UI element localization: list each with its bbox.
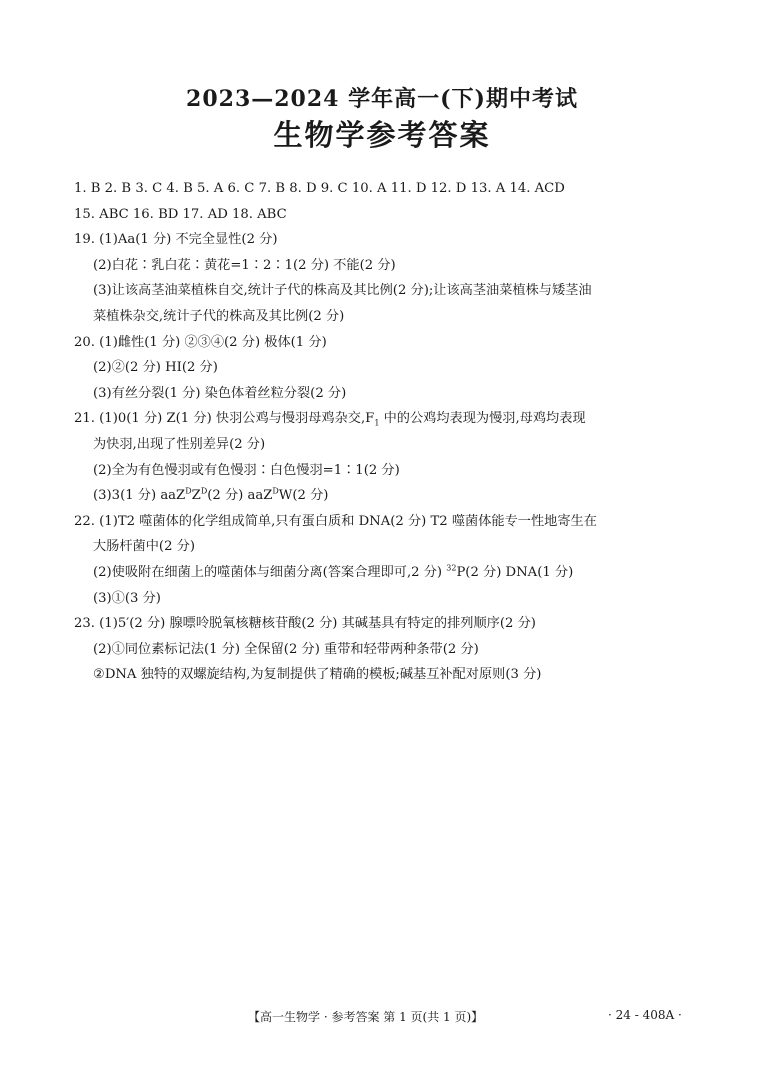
q21-3-text-3: (2 分) aaZ <box>207 488 273 504</box>
q22-part2 <box>74 560 714 586</box>
footer-page-info: 【高一生物学 · 参考答案 第 1 页(共 1 页)】 <box>248 1010 484 1024</box>
q21-subscript: 1 <box>374 418 380 428</box>
q21-part1-line1 <box>74 406 714 432</box>
q21-part2: (2)全为有色慢羽或有色慢羽∶白色慢羽=1∶1(2 分) <box>93 462 400 478</box>
q19-part1: 19. (1)Aa(1 分) 不完全显性(2 分) <box>74 232 278 248</box>
q22-part1-line1: 22. (1)T2 噬菌体的化学组成简单,只有蛋白质和 DNA(2 分) T2 噬菌体能专一性地寄生在 <box>74 513 597 529</box>
q23-part3: ②DNA 独特的双螺旋结构,为复制提供了精确的模板;碱基互补配对原则(3 分) <box>93 667 542 683</box>
q20-part1: 20. (1)雌性(1 分) ②③④(2 分) 极体(1 分) <box>74 334 327 350</box>
q20-part2: (2)②(2 分) HI(2 分) <box>93 360 218 376</box>
footer-doc-code: · 24 - 408A · <box>608 1008 682 1022</box>
q23-part2: (2)①同位素标记法(1 分) 全保留(2 分) 重带和轻带两种条带(2 分) <box>93 641 479 657</box>
q22-2-text-b: P(2 分) DNA(1 分) <box>456 564 574 580</box>
q21-text-a: 21. (1)0(1 分) Z(1 分) 快羽公鸡与慢羽母鸡杂交,F <box>74 411 375 427</box>
q21-part3 <box>74 483 714 509</box>
q19-part2: (2)白花∶乳白花∶黄花=1∶2∶1(2 分) 不能(2 分) <box>93 257 396 273</box>
q21-3-text-2: Z <box>191 488 201 504</box>
answer-list <box>74 176 714 688</box>
q20-part3: (3)有丝分裂(1 分) 染色体着丝粒分裂(2 分) <box>93 385 347 401</box>
answer-key-title: 生物学参考答案 <box>273 118 491 152</box>
exam-title: 2023—2024 学年高一(下)期中考试 <box>186 86 578 112</box>
q21-3-sup-1: D <box>185 486 192 496</box>
q21-3-sup-2: D <box>200 486 208 496</box>
q22-part3: (3)①(3 分) <box>93 590 161 606</box>
q19-part3-line2: 菜植株杂交,统计子代的株高及其比例(2 分) <box>93 308 345 324</box>
q22-part1-line2: 大肠杆菌中(2 分) <box>93 539 195 555</box>
q21-3-sup-3: D <box>272 486 279 496</box>
q21-3-text-4: W(2 分) <box>278 488 329 504</box>
q22-2-superscript: 32 <box>446 563 457 573</box>
mc-answers-row-2: 15. ABC 16. BD 17. AD 18. ABC <box>74 206 287 222</box>
q19-part3-line1: (3)让该高茎油菜植株自交,统计子代的株高及其比例(2 分);让该高茎油菜植株与矮茎油 <box>93 283 592 299</box>
q21-text-b: 中的公鸡均表现为慢羽,母鸡均表现 <box>379 411 586 427</box>
q23-part1: 23. (1)5′(2 分) 腺嘌呤脱氧核糖核苷酸(2 分) 其碱基具有特定的排列顺序(2 分) <box>74 616 536 632</box>
q22-2-text-a: (2)使吸附在细菌上的噬菌体与细菌分离(答案合理即可,2 分) <box>93 564 447 580</box>
q21-part1-line2: 为快羽,出现了性别差异(2 分) <box>93 436 266 452</box>
mc-answers-row-1: 1. B 2. B 3. C 4. B 5. A 6. C 7. B 8. D 9. C 10. A 11. D 12. D 13. A 14. ACD <box>74 181 565 196</box>
q21-3-text-1: (3)3(1 分) aaZ <box>93 488 186 504</box>
